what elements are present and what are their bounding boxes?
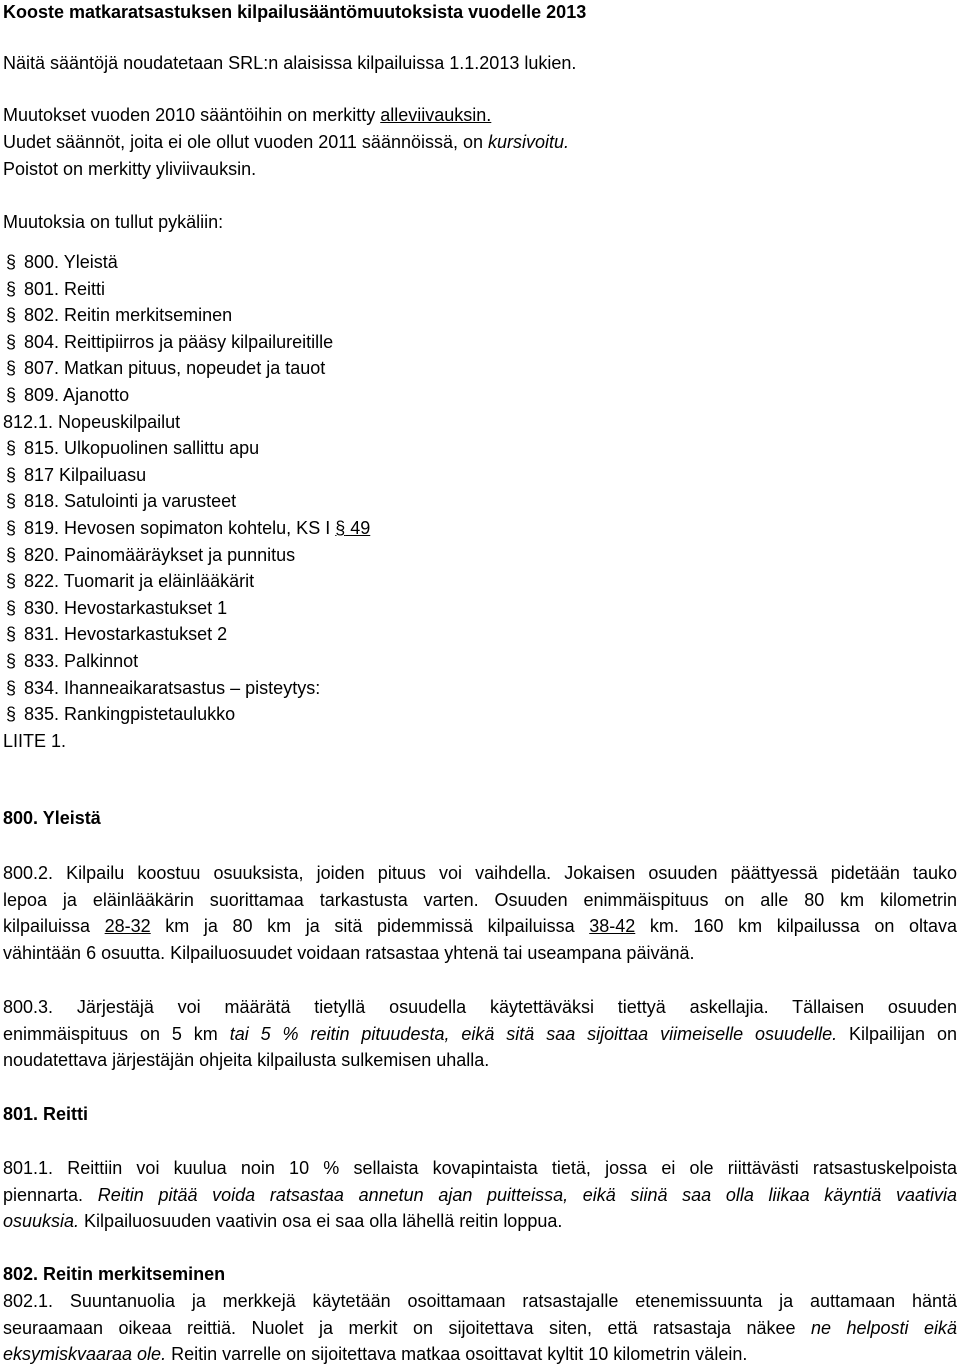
section-800-heading: 800. Yleistä xyxy=(3,808,101,828)
reference-number: 49 xyxy=(345,518,371,538)
paragraph-800-2 xyxy=(3,860,957,966)
paragraph-line: 801.1. Reittiin voi kuulua noin 10 % sellaista kovapintaista tietä, jossa ei ole riittävästi ratsastuskelpoista xyxy=(3,1158,957,1178)
section-sign-icon: § xyxy=(335,518,346,538)
paragraph-line: 800.2. Kilpailu koostuu osuuksista, joiden pituus voi vaihdella. Jokaisen osuuden päättyessä pidetään tauko xyxy=(3,863,957,883)
text-span: Kilpailijan on xyxy=(837,1023,957,1044)
text-span: piennarta. xyxy=(3,1184,98,1205)
section-sign-icon: § xyxy=(5,491,16,512)
section-sign-icon: § xyxy=(5,704,16,725)
new-rules-note-text: Uudet säännöt, joita ei ole ollut vuoden 2011 säännöissä, on xyxy=(3,132,489,152)
changed-section-item xyxy=(3,411,180,433)
changed-section-label: 819. Hevosen sopimaton kohtelu, KS I xyxy=(24,518,336,538)
paragraph-line xyxy=(3,913,957,940)
text-span: Kilpailuosuuden vaativin osa ei saa olla lähellä reitin loppua. xyxy=(79,1211,563,1232)
text-span: kilpailuissa xyxy=(3,916,105,937)
paragraph-line: noudatettava järjestäjän ohjeita kilpailusta sulkemisen uhalla. xyxy=(3,1050,490,1071)
paragraph-line: vähintään 6 osuutta. Kilpailuosuudet voidaan ratsastaa yhtenä tai useampana päivänä. xyxy=(3,942,695,963)
section-sign-icon: § xyxy=(5,278,16,299)
changed-section-label: 812.1. Nopeuskilpailut xyxy=(3,411,181,432)
changed-section-label: 807. Matkan pituus, nopeudet ja tauot xyxy=(24,358,326,379)
text-span: Reitin varrelle on sijoitettava matkaa osoittavat kyltit 10 kilometrin välein. xyxy=(166,1344,748,1365)
paragraph-800-3 xyxy=(3,994,957,1074)
new-rules-note-marked: kursivoitu. xyxy=(488,132,570,152)
changed-section-item xyxy=(3,278,105,300)
changed-section-label: 834. Ihanneaikaratsastus – pisteytys: xyxy=(24,677,321,698)
changed-section-item xyxy=(3,384,129,406)
text-span: seuraamaan oikeaa reittiä. Nuolet ja merkit on sijoitettava siten, että ratsastaja näkee xyxy=(3,1317,811,1338)
section-sign-icon: § xyxy=(5,571,16,592)
changed-section-item xyxy=(3,730,66,752)
changed-section-item xyxy=(3,517,370,539)
changed-sections-intro: Muutoksia on tullut pykäliin: xyxy=(3,212,224,232)
paragraph-line xyxy=(3,1315,957,1342)
changed-section-item xyxy=(3,331,333,353)
paragraph-line: 802.1. Suuntanuolia ja merkkejä käytetään osoittamaan ratsastajalle etenemissuunta ja auttamaan häntä xyxy=(3,1291,957,1311)
changed-section-label: 830. Hevostarkastukset 1 xyxy=(24,597,228,618)
new-rules-note xyxy=(3,131,569,153)
underlined-change: 28-32 xyxy=(104,916,151,937)
validity-note: Näitä sääntöjä noudatetaan SRL:n alaisissa kilpailuissa 1.1.2013 lukien. xyxy=(3,53,577,73)
section-sign-icon: § xyxy=(5,651,16,671)
changed-section-label: 802. Reitin merkitseminen xyxy=(24,305,233,326)
text-span: enimmäispituus on 5 km xyxy=(3,1023,230,1044)
italic-new-rule: Reitin pitää voida ratsastaa annetun ajan puitteissa, eikä siinä saa olla liikaa käyntiä vaativia xyxy=(97,1184,957,1205)
italic-new-rule: eksymiskvaaraa ole. xyxy=(3,1344,167,1365)
paragraph-line xyxy=(3,1208,957,1235)
text-span: km ja 80 km ja sitä pidemmissä kilpailuissa xyxy=(150,916,590,937)
changed-section-item xyxy=(3,490,236,512)
changed-section-item xyxy=(3,703,235,725)
section-sign-icon: § xyxy=(5,305,16,326)
changed-section-label: 835. Rankingpistetaulukko xyxy=(24,704,236,725)
paragraph-line xyxy=(3,1182,957,1209)
changed-section-label: 833. Palkinnot xyxy=(24,651,139,671)
changed-section-item xyxy=(3,597,227,619)
changed-section-label: LIITE 1. xyxy=(3,730,67,751)
changed-section-item xyxy=(3,304,232,326)
italic-new-rule: osuuksia. xyxy=(3,1211,80,1232)
changes-note-text: Muutokset vuoden 2010 sääntöihin on merkitty xyxy=(3,105,381,125)
section-802-heading: 802. Reitin merkitseminen xyxy=(3,1264,226,1284)
italic-new-rule: tai 5 % reitin pituudesta, eikä sitä saa sijoittaa viimeiselle osuudelle. xyxy=(229,1023,838,1044)
changed-section-label: 817 Kilpailuasu xyxy=(24,464,147,485)
section-sign-icon: § xyxy=(5,438,16,459)
section-801-heading: 801. Reitti xyxy=(3,1104,89,1124)
section-sign-icon: § xyxy=(5,518,16,538)
changed-section-label: 800. Yleistä xyxy=(24,252,118,272)
changed-section-item xyxy=(3,437,259,459)
section-sign-icon: § xyxy=(5,544,16,565)
changed-section-label: 818. Satulointi ja varusteet xyxy=(24,491,237,512)
section-sign-icon: § xyxy=(5,464,16,485)
underlined-change: 38-42 xyxy=(589,916,636,937)
underlined-change xyxy=(335,518,370,538)
paragraph-line: 800.3. Järjestäjä voi määrätä tietyllä osuudella käytettäväksi tiettyä askellajia. Tällaisen osuuden xyxy=(3,997,957,1017)
paragraph-line: lepoa ja eläinlääkärin suorittamaa tarkastusta varten. Osuuden enimmäispituus on alle 80 km kilometrin xyxy=(3,889,957,910)
changed-section-item xyxy=(3,544,295,566)
text-span: km. 160 km kilpailussa on oltava xyxy=(635,916,957,937)
changed-section-item xyxy=(3,357,325,379)
changed-section-label: 804. Reittipiirros ja pääsy kilpailureitille xyxy=(24,331,334,352)
changed-section-item xyxy=(3,251,118,273)
section-sign-icon: § xyxy=(5,358,16,379)
changed-section-label: 820. Painomääräykset ja punnitus xyxy=(24,544,296,565)
section-sign-icon: § xyxy=(5,252,16,272)
italic-new-rule: ne helposti eikä xyxy=(810,1317,957,1338)
section-sign-icon: § xyxy=(5,385,16,405)
paragraph-802-1 xyxy=(3,1288,957,1368)
paragraph-line xyxy=(3,1341,957,1368)
section-sign-icon: § xyxy=(5,597,16,618)
paragraph-line xyxy=(3,1021,957,1048)
changed-section-label: 809. Ajanotto xyxy=(24,385,130,405)
changed-section-item xyxy=(3,650,138,672)
changed-section-item xyxy=(3,677,320,699)
changed-section-item xyxy=(3,623,227,645)
removed-note: Poistot on merkitty yliviivauksin. xyxy=(3,159,257,179)
changed-section-item xyxy=(3,570,254,592)
document-title: Kooste matkaratsastuksen kilpailusääntömuutoksista vuodelle 2013 xyxy=(3,2,587,22)
changed-section-label: 801. Reitti xyxy=(24,278,106,299)
paragraph-801-1 xyxy=(3,1155,957,1235)
section-sign-icon: § xyxy=(5,331,16,352)
changed-section-label: 831. Hevostarkastukset 2 xyxy=(24,624,228,645)
section-sign-icon: § xyxy=(5,624,16,645)
section-sign-icon: § xyxy=(5,677,16,698)
changed-section-label: 822. Tuomarit ja eläinlääkärit xyxy=(24,571,255,592)
changes-note xyxy=(3,104,491,126)
changes-note-marked: alleviivauksin. xyxy=(380,105,492,125)
changed-section-item xyxy=(3,464,146,486)
changed-section-label: 815. Ulkopuolinen sallittu apu xyxy=(24,438,260,459)
